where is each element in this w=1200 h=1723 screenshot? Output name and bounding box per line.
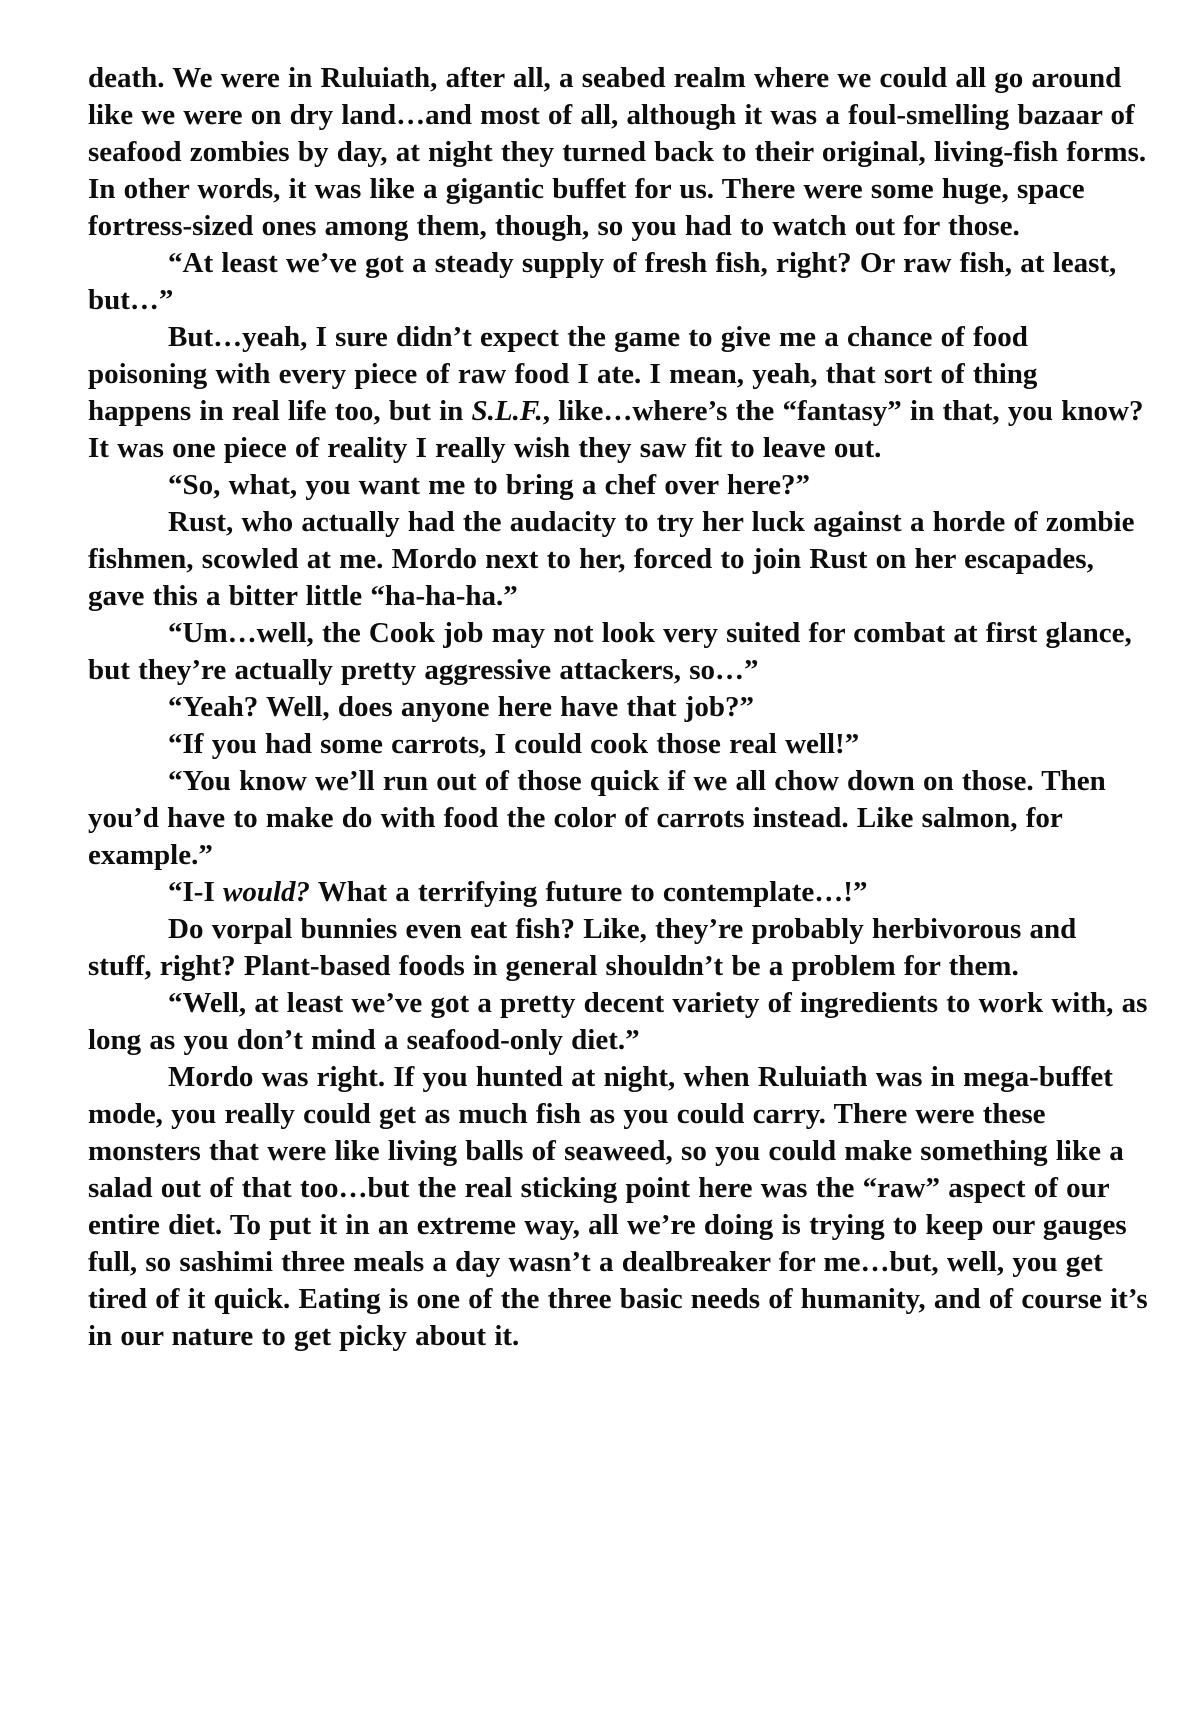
text-run: “Um…well, the Cook job may not look very suited for combat at first glance, but they’re actually pretty aggressive attackers, so…” [88, 617, 1132, 686]
paragraph [88, 874, 1148, 911]
text-run: Do vorpal bunnies even eat fish? Like, they’re probably herbivorous and stuff, right? Plant-based foods in general shouldn’t be a problem for them. [88, 913, 1077, 982]
text-run: “So, what, you want me to bring a chef over here?” [168, 469, 811, 501]
paragraph [88, 60, 1148, 245]
text-run: Mordo was right. If you hunted at night, when Ruluiath was in mega-buffet mode, you really could get as much fish as you could carry. There were these monsters that were like living balls of seaweed, so you could make something like a salad out of that too…but the real sticking point here was the “raw” aspect of our entire diet. To put it in an extreme way, all we’re doing is trying to keep our gauges full, so sashimi three meals a day wasn’t a dealbreaker for me…but, well, you get tired of it quick. Eating is one of the three basic needs of humanity, and of course it’s in our nature to get picky about it. [88, 1061, 1148, 1352]
page-text [88, 60, 1148, 1355]
paragraph [88, 985, 1148, 1059]
text-run: “I-I [168, 876, 223, 908]
paragraph [88, 726, 1148, 763]
paragraph [88, 504, 1148, 615]
paragraph [88, 1059, 1148, 1355]
paragraph [88, 467, 1148, 504]
text-run: But…yeah, I sure didn’t expect the game to give me a chance of food poisoning with every piece of raw food I ate. I mean, yeah, that sort of thing happens in real life too, but in [88, 321, 1038, 427]
text-run: “Yeah? Well, does anyone here have that job?” [168, 691, 754, 723]
italic-text-run: S.L.F. [471, 395, 543, 427]
text-run: What a terrifying future to contemplate…!” [310, 876, 868, 908]
paragraph [88, 245, 1148, 319]
text-run: , like…where’s the “fantasy” in that, you know? It was one piece of reality I really wish they saw fit to leave out. [88, 395, 1144, 464]
text-run: Rust, who actually had the audacity to try her luck against a horde of zombie fishmen, scowled at me. Mordo next to her, forced to join Rust on her escapades, gave this a bitter little “ha-ha-ha.” [88, 506, 1135, 612]
text-run: “If you had some carrots, I could cook those real well!” [168, 728, 860, 760]
text-run: “Well, at least we’ve got a pretty decent variety of ingredients to work with, as long as you don’t mind a seafood-only diet.” [88, 987, 1148, 1056]
text-run: death. We were in Ruluiath, after all, a seabed realm where we could all go around like we were on dry land…and most of all, although it was a foul-smelling bazaar of seafood zombies by day, at night they turned back to their original, living-fish forms. In other words, it was like a gigantic buffet for us. There were some huge, space fortress-sized ones among them, though, so you had to watch out for those. [88, 62, 1147, 242]
paragraph [88, 319, 1148, 467]
paragraph [88, 615, 1148, 689]
italic-text-run: would? [222, 876, 311, 908]
text-run: “You know we’ll run out of those quick if we all chow down on those. Then you’d have to make do with food the color of carrots instead. Like salmon, for example.” [88, 765, 1106, 871]
paragraph [88, 911, 1148, 985]
paragraph [88, 689, 1148, 726]
text-run: “At least we’ve got a steady supply of fresh fish, right? Or raw fish, at least, but…” [88, 247, 1117, 316]
paragraph [88, 763, 1148, 874]
